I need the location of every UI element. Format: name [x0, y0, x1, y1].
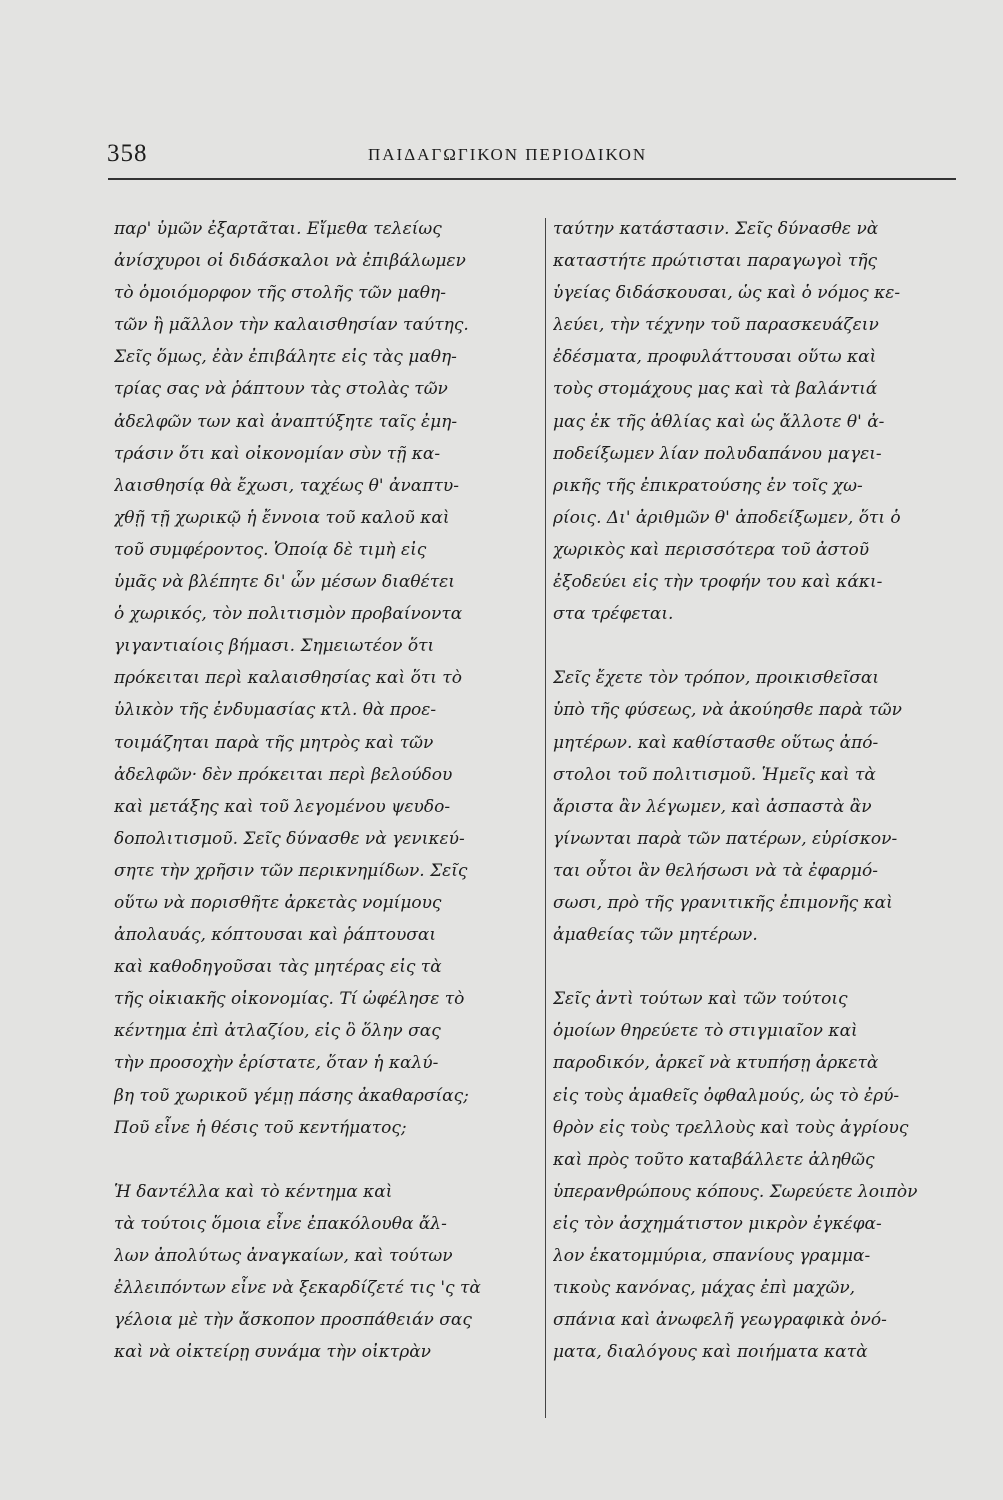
text-line: ἐδέσματα, προφυλάττουσαι οὕτω καὶ	[553, 347, 877, 368]
text-line: χθῇ τῇ χωρικῷ ἡ ἔννοια τοῦ καλοῦ καὶ	[114, 507, 450, 528]
text-line: ὁμοίων θηρεύετε τὸ στιγμιαῖον καὶ	[553, 1021, 858, 1042]
text-line: λον ἑκατομμύρια, σπανίους γραμμα-	[553, 1246, 871, 1266]
text-line: ὑπὸ τῆς φύσεως, νὰ ἀκούησθε παρὰ τῶν	[553, 700, 902, 721]
right-column	[553, 213, 963, 1368]
text-line: καὶ πρὸς τοῦτο καταβάλλετε ἀληθῶς	[553, 1149, 875, 1170]
column-divider	[545, 218, 546, 1418]
text-line: ρικῆς τῆς ἐπικρατούσης ἐν τοῖς χω-	[553, 475, 863, 496]
text-line: καὶ νὰ οἰκτείρῃ συνάμα τὴν οἰκτρὰν	[114, 1342, 432, 1363]
text-line: ἀπολαυάς, κόπτουσαι καὶ ῥάπτουσαι	[114, 925, 437, 946]
text-line: ἄριστα ἂν λέγωμεν, καὶ ἀσπαστὰ ἂν	[553, 796, 872, 817]
text-line: σητε τὴν χρῆσιν τῶν περικνημίδων. Σεῖς	[114, 860, 468, 881]
text-line: εἰς τοὺς ἀμαθεῖς ὀφθαλμούς, ὡς τὸ ἐρύ-	[553, 1085, 900, 1106]
text-line: ὑλικὸν τῆς ἐνδυμασίας κτλ. θὰ προε-	[114, 700, 437, 721]
text-line: γιγαντιαίοις βήμασι. Σημειωτέον ὅτι	[114, 636, 435, 657]
text-line: τὸ ὁμοιόμορφον τῆς στολῆς τῶν μαθη-	[114, 283, 446, 304]
text-line: τοιμάζηται παρὰ τῆς μητρὸς καὶ τῶν	[114, 732, 434, 753]
text-line: ταύτην κατάστασιν. Σεῖς δύνασθε νὰ	[553, 219, 879, 239]
text-line: μητέρων. καὶ καθίστασθε οὕτως ἀπό-	[553, 732, 879, 753]
text-line: παρ' ὑμῶν ἐξαρτᾶται. Εἴμεθα τελείως	[114, 219, 442, 239]
text-line: παροδικόν, ἀρκεῖ νὰ κτυπήσῃ ἀρκετὰ	[553, 1053, 879, 1074]
text-line: Ἡ δαντέλλα καὶ τὸ κέντημα καὶ	[114, 1181, 393, 1202]
text-line: εἰς τὸν ἀσχημάτιστον μικρὸν ἐγκέφα-	[553, 1213, 882, 1234]
text-line: ποδείξωμεν λίαν πολυδαπάνου μαγει-	[553, 443, 882, 464]
text-line: Σεῖς ὅμως, ἐὰν ἐπιβάλητε εἰς τὰς μαθη-	[114, 347, 457, 368]
text-line: ἀμαθείας τῶν μητέρων.	[553, 925, 758, 946]
text-line: καταστήτε πρώτισται παραγωγοὶ τῆς	[553, 251, 878, 272]
text-line: τὴν προσοχὴν ἐρίστατε, ὅταν ἡ καλύ-	[114, 1053, 439, 1074]
page-number: 358	[107, 140, 148, 167]
running-head-title: ΠΑΙΔΑΓΩΓΙΚΟΝ ΠΕΡΙΟΔΙΚΟΝ	[368, 145, 648, 164]
text-line: ἀνίσχυροι οἱ διδάσκαλοι νὰ ἐπιβάλωμεν	[114, 251, 466, 272]
text-line: Σεῖς ἀντὶ τούτων καὶ τῶν τούτοις	[553, 989, 848, 1010]
text-line: γίνωνται παρὰ τῶν πατέρων, εὑρίσκον-	[553, 828, 898, 849]
text-line: ὑπερανθρώπους κόπους. Σωρεύετε λοιπὸν	[553, 1181, 918, 1202]
text-line: ὑμᾶς νὰ βλέπητε δι' ὧν μέσων διαθέτει	[114, 572, 455, 593]
left-column	[114, 213, 538, 1368]
text-line: πρόκειται περὶ καλαισθησίας καὶ ὅτι τὸ	[114, 668, 462, 689]
text-line: ὑγείας διδάσκουσαι, ὡς καὶ ὁ νόμος κε-	[553, 283, 901, 304]
paragraph-gap	[553, 630, 963, 662]
text-line: βη τοῦ χωρικοῦ γέμῃ πάσης ἀκαθαρσίας;	[114, 1085, 469, 1106]
text-line: ται οὗτοι ἂν θελήσωσι νὰ τὰ ἐφαρμό-	[553, 860, 878, 881]
text-line: καὶ μετάξης καὶ τοῦ λεγομένου ψευδο-	[114, 796, 451, 817]
text-line: γέλοια μὲ τὴν ἄσκοπον προσπάθειάν σας	[114, 1310, 472, 1331]
text-line: ἐξοδεύει εἰς τὴν τροφήν του καὶ κάκι-	[553, 572, 883, 593]
text-line: ὁ χωρικός, τὸν πολιτισμὸν προβαίνοντα	[114, 604, 463, 625]
text-line: τράσιν ὅτι καὶ οἰκονομίαν σὺν τῇ κα-	[114, 443, 441, 464]
text-line: οὕτω νὰ πορισθῆτε ἀρκετὰς νομίμους	[114, 892, 442, 913]
text-line: δοπολιτισμοῦ. Σεῖς δύνασθε νὰ γενικεύ-	[114, 828, 465, 849]
paragraph-gap	[553, 951, 963, 983]
text-line: ἀδελφῶν των καὶ ἀναπτύξητε ταῖς ἐμη-	[114, 411, 458, 432]
text-line: μας ἐκ τῆς ἀθλίας καὶ ὡς ἄλλοτε θ' ἀ-	[553, 411, 885, 432]
text-line: λων ἀπολύτως ἀναγκαίων, καὶ τούτων	[114, 1246, 453, 1266]
text-line: στολοι τοῦ πολιτισμοῦ. Ἡμεῖς καὶ τὰ	[553, 764, 876, 785]
text-line: σπάνια καὶ ἀνωφελῆ γεωγραφικὰ ὀνό-	[553, 1310, 887, 1331]
text-line: τοὺς στομάχους μας καὶ τὰ βαλάντιά	[553, 379, 878, 400]
text-line: ματα, διαλόγους καὶ ποιήματα κατὰ	[553, 1342, 868, 1363]
text-line: στα τρέφεται.	[553, 604, 674, 625]
text-line: ἐλλειπόντων εἶνε νὰ ξεκαρδίζετέ τις 'ς τὰ	[114, 1278, 481, 1299]
text-line: τικοὺς κανόνας, μάχας ἐπὶ μαχῶν,	[553, 1278, 856, 1299]
text-line: τὰ τούτοις ὅμοια εἶνε ἐπακόλουθα ἄλ-	[114, 1213, 447, 1234]
text-line: Ποῦ εἶνε ἡ θέσις τοῦ κεντήματος;	[114, 1117, 407, 1138]
header-rule	[108, 178, 956, 180]
text-line: σωσι, πρὸ τῆς γρανιτικῆς ἐπιμονῆς καὶ	[553, 892, 893, 913]
text-line: Σεῖς ἔχετε τὸν τρόπον, προικισθεῖσαι	[553, 668, 880, 689]
text-line: θρὸν εἰς τοὺς τρελλοὺς καὶ τοὺς ἀγρίους	[553, 1117, 909, 1138]
text-line: τοῦ συμφέροντος. Ὁποίᾳ δὲ τιμὴ εἰς	[114, 539, 427, 560]
text-line: ἀδελφῶν· δὲν πρόκειται περὶ βελούδου	[114, 764, 453, 785]
text-line: κέντημα ἐπὶ ἀτλαζίου, εἰς ὃ ὅλην σας	[114, 1021, 441, 1042]
text-line: καὶ καθοδηγοῦσαι τὰς μητέρας εἰς τὰ	[114, 957, 442, 978]
text-line: χωρικὸς καὶ περισσότερα τοῦ ἀστοῦ	[553, 539, 870, 560]
text-line: τῆς οἰκιακῆς οἰκονομίας. Τί ὠφέλησε τὸ	[114, 989, 465, 1010]
text-line: τῶν ἢ μᾶλλον τὴν καλαισθησίαν ταύτης.	[114, 315, 469, 336]
text-line: λεύει, τὴν τέχνην τοῦ παρασκευάζειν	[553, 315, 879, 336]
text-line: ρίοις. Δι' ἀριθμῶν θ' ἀποδείξωμεν, ὅτι ὁ	[553, 507, 901, 528]
paragraph-gap	[114, 1144, 538, 1176]
text-line: τρίας σας νὰ ῥάπτουν τὰς στολὰς τῶν	[114, 379, 448, 400]
text-line: λαισθησίᾳ θὰ ἔχωσι, ταχέως θ' ἀναπτυ-	[114, 475, 459, 496]
